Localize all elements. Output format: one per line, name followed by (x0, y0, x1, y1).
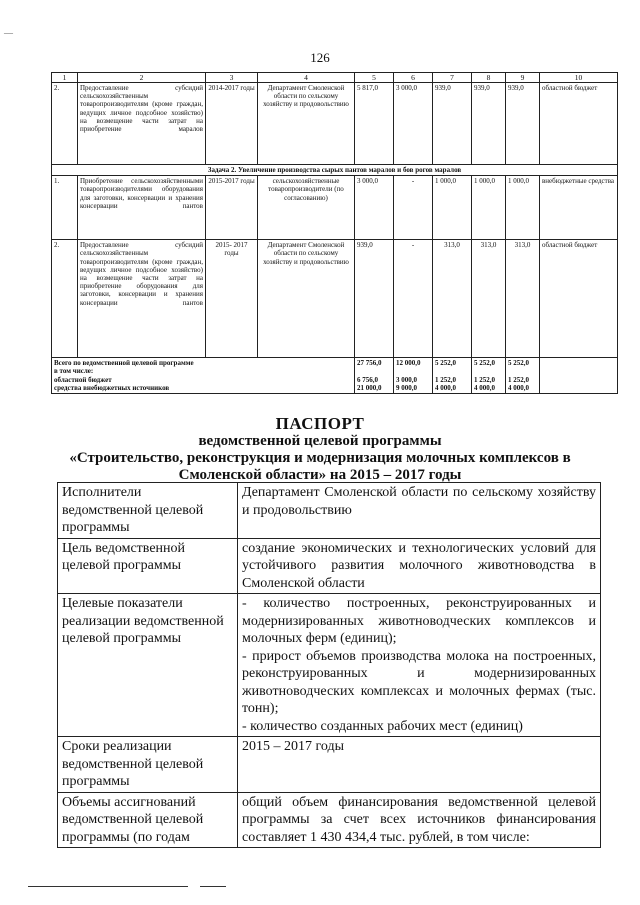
amount-total: 939,0 (355, 240, 394, 358)
column-number-row (52, 73, 618, 83)
total-value: 5 252,0 (508, 359, 529, 368)
amount-year: 1 000,0 (433, 176, 472, 240)
amount-total: 5 817,0 (355, 83, 394, 165)
total-value: 5 252,0 (474, 359, 495, 368)
passport-title: ПАСПОРТ (275, 414, 365, 433)
col-number: 10 (540, 73, 618, 83)
total-value: 1 252,0 (435, 375, 456, 384)
total-value: 4 000,0 (508, 383, 529, 392)
passport-row (58, 594, 601, 737)
col-number: 3 (206, 73, 258, 83)
indicator-item: - прирост объемов производства молока на построенных, реконструированных и модернизированных животноводческих комплексах и молочных фермах (тыс. тонн); (242, 648, 596, 716)
col-number: 9 (506, 73, 540, 83)
passport-value (238, 594, 601, 737)
passport-label: Исполнители ведомственной целевой программы (58, 483, 238, 539)
passport-row (58, 737, 601, 793)
executor: сельскохозяйственные товаропроизводители (по согласованию) (258, 176, 355, 240)
row-no: 1. (52, 176, 78, 240)
indicator-item: - количество построенных, реконструированных и модернизированных животноводческих комплексов и молочных ферм (единиц); (242, 596, 596, 646)
passport-label: Сроки реализации ведомственной целевой программы (58, 737, 238, 793)
totals-row (52, 358, 618, 394)
col-number: 7 (433, 73, 472, 83)
passport-row (58, 792, 601, 848)
total-value: 5 252,0 (435, 359, 456, 368)
row-no: 2. (52, 83, 78, 165)
funding-source: областной бюджет (540, 240, 618, 358)
period: 2015- 2017 годы (206, 240, 258, 358)
page-number: 126 (310, 50, 330, 65)
amount-year: - (394, 176, 433, 240)
amount-year: 313,0 (472, 240, 506, 358)
footer-rule (200, 886, 226, 887)
amount-year: 939,0 (472, 83, 506, 165)
program-name-line1: «Строительство, реконструкция и модернизация молочных комплексов в (69, 450, 571, 466)
period: 2015-2017 годы (206, 176, 258, 240)
table-row (52, 240, 618, 358)
passport-subtitle: ведомственной целевой программы (198, 433, 442, 449)
amount-year: 313,0 (433, 240, 472, 358)
totals-col (355, 358, 394, 394)
amount-year: 1 000,0 (506, 176, 540, 240)
amount-year: 3 000,0 (394, 83, 433, 165)
passport-value: Департамент Смоленской области по сельскому хозяйству и продовольствию (238, 483, 601, 539)
total-value: 27 756,0 (357, 359, 382, 368)
amount-year: 1 000,0 (472, 176, 506, 240)
col-number: 4 (258, 73, 355, 83)
total-value: 21 000,0 (357, 383, 382, 392)
scan-mark: — (4, 28, 13, 38)
incl-label: в том числе: (54, 367, 94, 376)
col-number: 2 (78, 73, 206, 83)
amount-year: 939,0 (433, 83, 472, 165)
total-value: 3 000,0 (396, 375, 417, 384)
col-number: 5 (355, 73, 394, 83)
totals-col (506, 358, 540, 394)
totals-col (394, 358, 433, 394)
footer-rule (28, 886, 188, 887)
passport-table (57, 482, 601, 848)
measure-text: Приобретение сельскохозяйственными товаропроизводителями оборудования для заготовки, консервации и хранения консервации пантов (78, 176, 206, 240)
totals-labels (52, 358, 355, 394)
indicator-item: - количество созданных рабочих мест (единиц) (242, 718, 523, 734)
total-value: 9 000,0 (396, 383, 417, 392)
row-no: 2. (52, 240, 78, 358)
measure-text: Предоставление субсидий сельскохозяйственным товаропроизводителям (кроме граждан, ведущих личное подсобное хозяйство) на возмещение части затрат на приобретение оборудования для заготовки, консервации и хранения консервации пантов (78, 240, 206, 358)
table-row (52, 83, 618, 165)
col-number: 1 (52, 73, 78, 83)
passport-label: Цель ведомственной целевой программы (58, 538, 238, 594)
total-label: Всего по ведомственной целевой программе (54, 359, 194, 368)
extra-label: средства внебюджетных источников (54, 383, 170, 392)
funding-source: областной бюджет (540, 83, 618, 165)
amount-year: 313,0 (506, 240, 540, 358)
period: 2014-2017 годы (206, 83, 258, 165)
total-value: 6 756,0 (357, 375, 378, 384)
amount-year: 939,0 (506, 83, 540, 165)
table-row (52, 176, 618, 240)
total-value: 12 000,0 (396, 359, 421, 368)
task-header-row (52, 165, 618, 176)
passport-label: Объемы ассигнований ведомственной целевой программы (по годам (58, 792, 238, 848)
totals-col (472, 358, 506, 394)
total-value: 4 000,0 (474, 383, 495, 392)
col-number: 6 (394, 73, 433, 83)
passport-value: 2015 – 2017 годы (238, 737, 601, 793)
totals-empty (540, 358, 618, 394)
total-value: 4 000,0 (435, 383, 456, 392)
passport-row (58, 538, 601, 594)
executor: Департамент Смоленской области по сельскому хозяйству и продовольствию (258, 83, 355, 165)
passport-row (58, 483, 601, 539)
passport-label: Целевые показатели реализации ведомственной целевой программы (58, 594, 238, 737)
passport-value: создание экономических и технологических условий для устойчивого развития молочного животноводства в Смоленской области (238, 538, 601, 594)
total-value: 1 252,0 (474, 375, 495, 384)
passport-heading (0, 414, 640, 484)
program-name-line2: Смоленской области» на 2015 – 2017 годы (178, 467, 462, 483)
amount-year: - (394, 240, 433, 358)
funding-source: внебюджетные средства (540, 176, 618, 240)
regional-label: областной бюджет (54, 375, 112, 384)
col-number: 8 (472, 73, 506, 83)
budget-table (51, 72, 618, 394)
total-value: 1 252,0 (508, 375, 529, 384)
executor: Департамент Смоленской области по сельскому хозяйству и продовольствию (258, 240, 355, 358)
passport-value: общий объем финансирования ведомственной целевой программы за счет всех источников финансирования составляет 1 430 434,4 тыс. рублей, в том числе: (238, 792, 601, 848)
measure-text: Предоставление субсидий сельскохозяйственным товаропроизводителям (кроме граждан, ведущих личное подсобное хозяйство) на возмещение части затрат на приобретение маралов (78, 83, 206, 165)
task-header: Задача 2. Увеличение производства сырых пантов маралов и бов рогов маралов (52, 165, 618, 176)
totals-col (433, 358, 472, 394)
amount-total: 3 000,0 (355, 176, 394, 240)
